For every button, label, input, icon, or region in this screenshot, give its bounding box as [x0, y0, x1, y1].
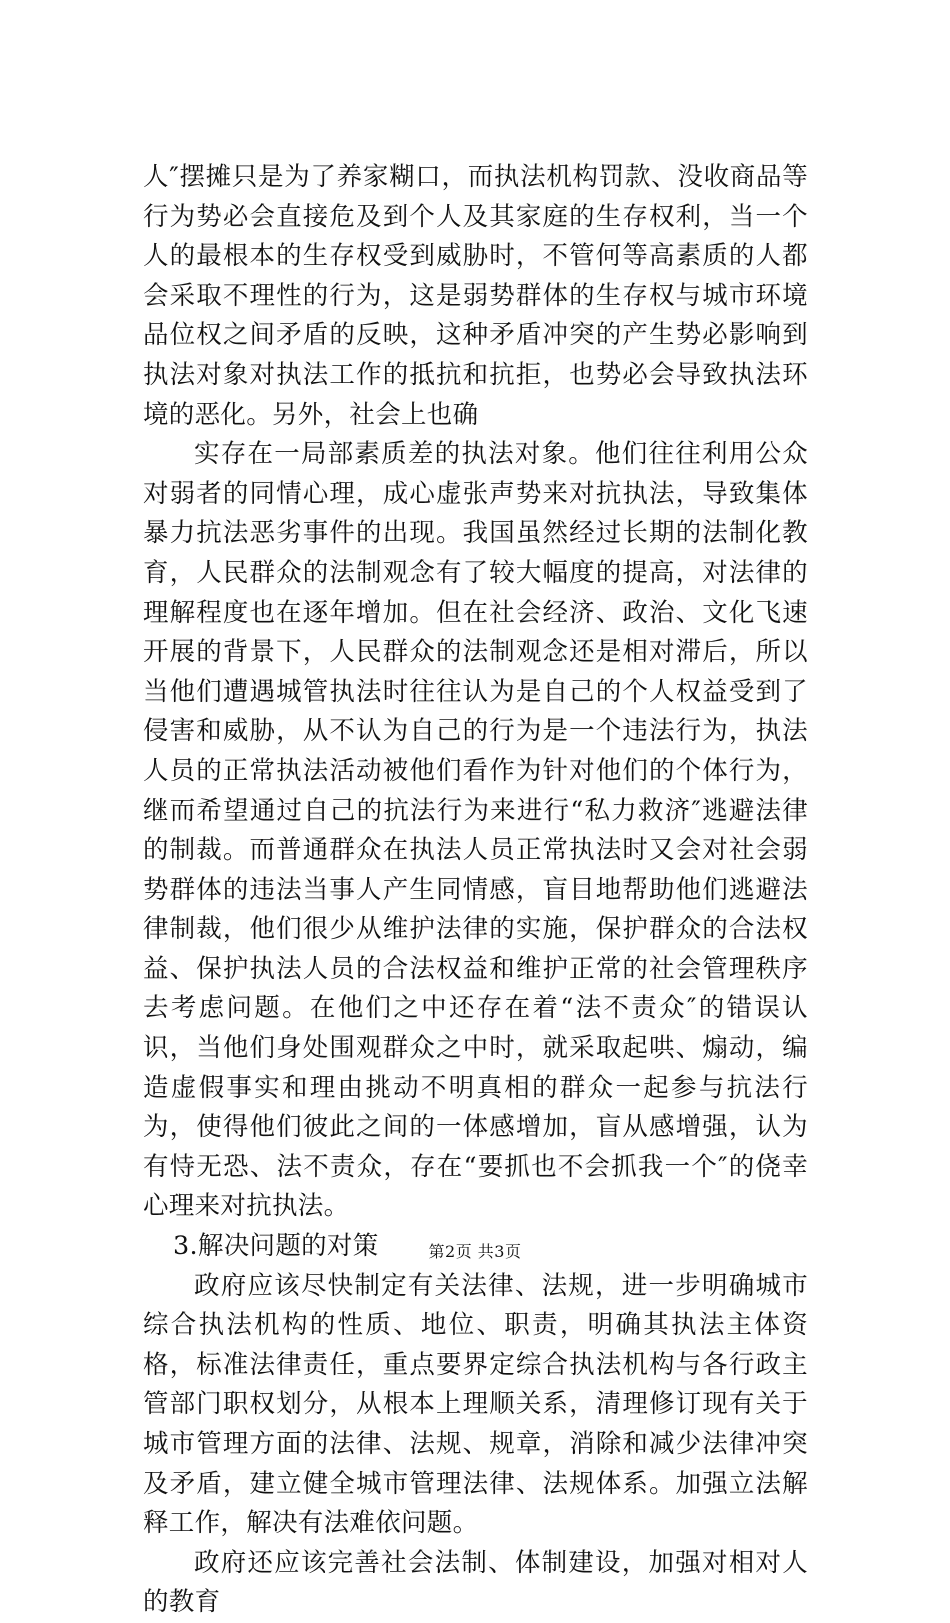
- document-body: [143, 158, 808, 1623]
- paragraph-3: 政府应该尽快制定有关法律、法规，进一步明确城市综合执法机构的性质、地位、职责，明确其执法主体资格，标准法律责任，重点要界定综合执法机构与各行政主管部门职权划分，从根本上理顺关系，清理修订现有关于城市管理方面的法律、法规、规章，消除和减少法律冲突及矛盾，建立健全城市管理法律、法规体系。加强立法解释工作，解决有法难依问题。: [143, 1270, 808, 1539]
- section-heading-3: 3.解决问题的对策: [173, 1231, 379, 1262]
- paragraph-2: 实存在一局部素质差的执法对象。他们往往利用公众对弱者的同情心理，成心虚张声势来对抗执法，导致集体暴力抗法恶劣事件的出现。我国虽然经过长期的法制化教育，人民群众的法制观念有了较大幅度的提高，对法律的理解程度也在逐年增加。但在社会经济、政治、文化飞速开展的背景下，人民群众的法制观念还是相对滞后，所以当他们遭遇城管执法时往往认为是自己的个人权益受到了侵害和威胁，从不认为自己的行为是一个违法行为，执法人员的正常执法活动被他们看作为针对他们的个体行为，继而希望通过自己的抗法行为来进行“私力救济″逃避法律的制裁。而普通群众在执法人员正常执法时又会对社会弱势群体的违法当事人产生同情感，盲目地帮助他们逃避法律制裁，他们很少从维护法律的实施，保护群众的合法权益、保护执法人员的合法权益和维护正常的社会管理秩序去考虑问题。在他们之中还存在着“法不责众″的错误认识，当他们身处围观群众之中时，就采取起哄、煽动，编造虚假事实和理由挑动不明真相的群众一起参与抗法行为，使得他们彼此之间的一体感增加，盲从感增强，认为有恃无恐、法不责众，存在“要抓也不会抓我一个″的侥幸心理来对抗执法。: [143, 439, 808, 1222]
- paragraph-4: 政府还应该完善社会法制、体制建设，加强对相对人的教育: [143, 1547, 808, 1618]
- page-footer: 第2页 共3页: [428, 1242, 522, 1261]
- paragraph-1: 人″摆摊只是为了养家糊口，而执法机构罚款、没收商品等行为势必会直接危及到个人及其家庭的生存权利，当一个人的最根本的生存权受到威胁时，不管何等高素质的人都会采取不理性的行为，这是弱势群体的生存权与城市环境品位权之间矛盾的反映，这种矛盾冲突的产生势必影响到执法对象对执法工作的抵抗和抗拒，也势必会导致执法环境的恶化。另外，社会上也确: [143, 162, 808, 430]
